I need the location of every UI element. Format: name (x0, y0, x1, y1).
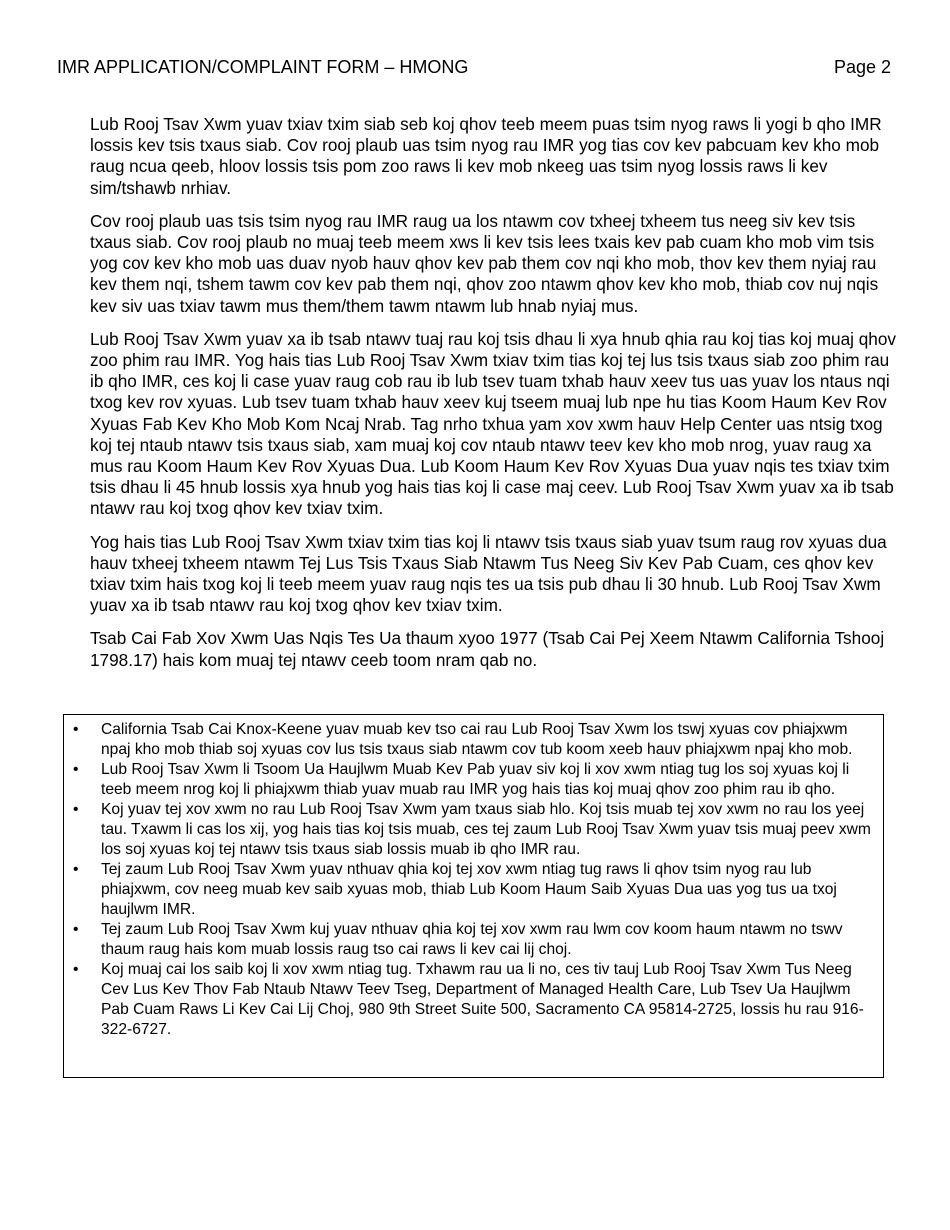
list-item (72, 860, 879, 920)
list-item-text: Lub Rooj Tsav Xwm li Tsoom Ua Haujlwm Muab Kev Pab yuav siv koj li xov xwm ntiag tug los soj xyuas koj li teeb meem nrog koj li phiajxwm thiab yuav muab rau IMR yog hais tias koj muaj qhov zoo phim rau ib qho. (101, 761, 850, 798)
list-item (72, 960, 879, 1040)
list-item-text: Koj yuav tej xov xwm no rau Lub Rooj Tsav Xwm yam txaus siab hlo. Koj tsis muab tej xov xwm no rau los yeej tau. Txawm li cas los xij, yog hais tias koj tsis muab, ces tej zaum Lub Rooj Tsav Xwm yuav tsis muaj peev xwm los soj xyuas koj tej ntawv tsis txaus siab lossis muab ib qho IMR rau. (101, 801, 871, 858)
bullet-icon: • (73, 861, 79, 878)
privacy-notice-box (63, 714, 884, 1078)
paragraph-2: Cov rooj plaub uas tsis tsim nyog rau IMR raug ua los ntawm cov txheej txheem tus neeg siv kev tsis txaus siab. Cov rooj plaub no muaj teeb meem xws li kev tsis lees txais kev pab cuam kho mob vim tsis yog cov kev kho mob uas duav nyob hauv qhov kev pab them cov nqi kho mob, thov kev them nyiaj rau kev them nqi, tshem tawm cov kev pab them nqi, qhov zoo ntawm qhov kev kho mob, thiab cov nuj nqis kev siv uas txiav tawm mus them/them tawm ntawm lub hnab nyiaj mus. (90, 210, 879, 316)
bullet-icon: • (73, 761, 79, 778)
paragraph-3: Lub Rooj Tsav Xwm yuav xa ib tsab ntawv tuaj rau koj tsis dhau li xya hnub qhia rau koj tias koj muaj qhov zoo phim rau IMR. Yog hais tias Lub Rooj Tsav Xwm txiav txim tias koj tej lus tsis txaus siab zoo phim rau ib qho IMR, ces koj li case yuav raug cob rau ib lub tsev tuam txhab hauv xeev tus uas yuav los ntaus nqi txog kev rov xyuas. Lub tsev tuam txhab hauv xeev kuj tseem muaj lub npe hu tias Koom Haum Kev Rov Xyuas Fab Kev Kho Mob Kom Ncaj Nrab. Tag nrho txhua yam xov xwm hauv Help Center uas ntsig txog koj tej ntaub ntawv tsis txaus siab, xam muaj koj cov ntaub ntawv teev kev kho mob nrog, yuav raug xa mus rau Koom Haum Kev Rov Xyuas Dua. Lub Koom Haum Kev Rov Xyuas Dua yuav nqis tes txiav txim tsis dhau li 45 hnub lossis xya hnub yog hais tias koj li case maj ceev. Lub Rooj Tsav Xwm yuav xa ib tsab ntawv rau koj txog qhov kev txiav txim. (90, 328, 897, 519)
bullet-icon: • (73, 961, 79, 978)
privacy-notice-list (72, 720, 879, 1040)
page-header (57, 56, 891, 78)
page-number: Page 2 (833, 57, 891, 77)
list-item-text: California Tsab Cai Knox-Keene yuav muab kev tso cai rau Lub Rooj Tsav Xwm los tswj xyuas cov phiajxwm npaj kho mob thiab soj xyuas cov lus tsis txaus siab ntawm cov tub koom xeeb hauv phiajxwm npaj kho mob. (101, 721, 853, 758)
list-item (72, 760, 879, 800)
bullet-icon: • (73, 801, 79, 818)
paragraph-5: Tsab Cai Fab Xov Xwm Uas Nqis Tes Ua thaum xyoo 1977 (Tsab Cai Pej Xeem Ntawm California Tshooj 1798.17) hais kom muaj tej ntawv ceeb toom nram qab no. (90, 628, 885, 670)
list-item-text: Tej zaum Lub Rooj Tsav Xwm yuav nthuav qhia koj tej xov xwm ntiag tug raws li qhov tsim nyog rau lub phiajxwm, cov neeg muab kev saib xyuas mob, thiab Lub Koom Haum Saib Xyuas Dua uas yog tus ua txoj haujlwm IMR. (101, 861, 837, 918)
list-item (72, 720, 879, 760)
bullet-icon: • (73, 721, 79, 738)
list-item-text: Koj muaj cai los saib koj li xov xwm ntiag tug. Txhawm rau ua li no, ces tiv tauj Lub Rooj Tsav Xwm Tus Neeg Cev Lus Kev Thov Fab Ntaub Ntawv Teev Tseg, Department of Managed Health Care, Lub Tsev Ua Haujlwm Pab Cuam Raws Li Kev Cai Lij Choj, 980 9th Street Suite 500, Sacramento CA 95814-2725, lossis hu rau 916-322-6727. (101, 961, 864, 1038)
form-title: IMR APPLICATION/COMPLAINT FORM – HMONG (57, 57, 469, 77)
list-item-text: Tej zaum Lub Rooj Tsav Xwm kuj yuav nthuav qhia koj tej xov xwm rau lwm cov koom haum ntawm no tswv thaum raug hais kom muab lossis raug tso cai raws li kev cai lij choj. (101, 921, 843, 958)
body-text (90, 114, 898, 683)
bullet-icon: • (73, 921, 79, 938)
list-item (72, 920, 879, 960)
list-item (72, 800, 879, 860)
paragraph-4: Yog hais tias Lub Rooj Tsav Xwm txiav txim tias koj li ntawv tsis txaus siab yuav tsum raug rov xyuas dua hauv txheej txheem ntawm Tej Lus Tsis Txaus Siab Ntawm Tus Neeg Siv Kev Pab Cuam, ces qhov kev txiav txim hais txog koj li teeb meem yuav raug nqis tes ua tsis pub dhau li 30 hnub. Lub Rooj Tsav Xwm yuav xa ib tsab ntawv rau koj txog qhov kev txiav txim. (90, 531, 887, 616)
paragraph-1: Lub Rooj Tsav Xwm yuav txiav txim siab seb koj qhov teeb meem puas tsim nyog raws li yogi b qho IMR lossis kev tsis txaus siab. Cov rooj plaub uas tsim nyog rau IMR yog tias cov kev pabcuam kev kho mob raug ncua qeeb, hloov lossis tsis pom zoo raws li kev mob nkeeg uas tsim nyog lossis raws li kev sim/tshawb nrhiav. (90, 114, 882, 198)
